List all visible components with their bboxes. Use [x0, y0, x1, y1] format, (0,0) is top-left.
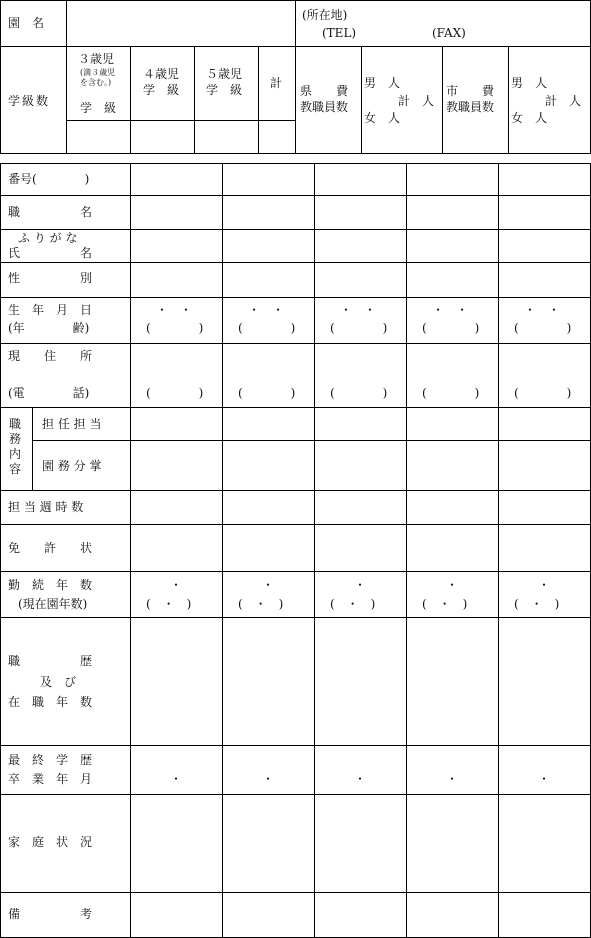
col-4yr-title: ４歳児: [143, 67, 180, 81]
row-current-years-label: (現在園年数): [18, 597, 88, 611]
graduation-dot: ・: [538, 772, 551, 786]
location-field[interactable]: [296, 1, 590, 46]
staff-cell[interactable]: [131, 196, 222, 229]
staff-cell[interactable]: [223, 196, 314, 229]
pref-male: 男 人: [364, 76, 401, 90]
col-total: 計: [270, 76, 283, 90]
row-remarks-label: 備 考: [8, 907, 93, 921]
row-gender-label: 性 別: [8, 271, 93, 285]
staff-cell[interactable]: [223, 525, 314, 571]
location-label: (所在地): [302, 8, 348, 22]
col-3yr-title: ３歳児: [78, 52, 115, 66]
current-years-paren: ( ・ ): [238, 597, 284, 611]
staff-cell[interactable]: [223, 441, 314, 490]
staff-cell[interactable]: [407, 618, 498, 745]
pref-total: 計 人: [398, 94, 435, 108]
fax-label: (FAX): [432, 26, 466, 40]
staff-cell[interactable]: [315, 491, 406, 524]
row-career-label-2: 及 び: [40, 675, 77, 689]
staff-cell[interactable]: [407, 525, 498, 571]
staff-cell[interactable]: [407, 795, 498, 892]
birth-date-dot: ・: [272, 303, 285, 317]
staff-cell[interactable]: [315, 164, 406, 195]
staff-cell[interactable]: [499, 893, 590, 937]
row-career-label-3: 在 職 年 数: [8, 695, 93, 709]
col-5yr-title: ５歳児: [206, 67, 243, 81]
birth-date-dot: ・: [548, 303, 561, 317]
staff-cell[interactable]: [315, 618, 406, 745]
row-position-label: 職 名: [8, 205, 93, 219]
current-years-paren: ( ・ ): [330, 597, 376, 611]
staff-cell[interactable]: [131, 795, 222, 892]
birth-date-dot: ・: [432, 303, 445, 317]
staff-cell[interactable]: [131, 893, 222, 937]
staff-cell[interactable]: [223, 893, 314, 937]
service-years-dot: ・: [538, 578, 551, 592]
kindergarten-name-label: 園 名: [8, 16, 45, 30]
pref-female: 女 人: [364, 111, 401, 125]
phone-paren: ( ): [146, 386, 204, 400]
city-staff-label-2: 教職員数: [446, 100, 495, 114]
staff-cell[interactable]: [315, 795, 406, 892]
staff-cell[interactable]: [131, 525, 222, 571]
row-number-label: 番号( ): [8, 172, 90, 186]
graduation-dot: ・: [446, 772, 459, 786]
age-paren: ( ): [146, 321, 204, 335]
staff-cell[interactable]: [407, 196, 498, 229]
staff-cell[interactable]: [223, 230, 314, 262]
staff-cell[interactable]: [315, 525, 406, 571]
row-duty-division-label: 園 務 分 掌: [42, 459, 102, 473]
birth-date-dot: ・: [156, 303, 169, 317]
phone-paren: ( ): [422, 386, 480, 400]
staff-cell[interactable]: [131, 230, 222, 262]
row-address-label: 現 住 所: [8, 349, 93, 363]
staff-cell[interactable]: [499, 196, 590, 229]
staff-cell[interactable]: [131, 618, 222, 745]
row-license-label: 免 許 状: [8, 541, 93, 555]
col-3yr-note-2: を含む。): [80, 78, 112, 87]
service-years-dot: ・: [262, 578, 275, 592]
row-family-label: 家 庭 状 況: [8, 835, 93, 849]
row-education-label-1: 最 終 学 歴: [8, 753, 93, 767]
staff-cell[interactable]: [131, 441, 222, 490]
birth-date-dot: ・: [248, 303, 261, 317]
staff-cell[interactable]: [131, 164, 222, 195]
phone-paren: ( ): [238, 386, 296, 400]
birth-date-dot: ・: [364, 303, 377, 317]
graduation-dot: ・: [262, 772, 275, 786]
row-weekly-hours-label: 担 当 週 時 数: [8, 500, 84, 514]
staff-cell[interactable]: [499, 408, 590, 440]
phone-paren: ( ): [514, 386, 572, 400]
staff-cell[interactable]: [499, 441, 590, 490]
col-3yr-note-1: (満３歳児: [80, 68, 116, 77]
staff-cell[interactable]: [499, 263, 590, 297]
row-phone-label: (電 話): [8, 386, 90, 400]
staff-cell[interactable]: [315, 408, 406, 440]
staff-cell[interactable]: [499, 618, 590, 745]
row-career-label-1: 職 歴: [8, 654, 93, 668]
row-service-years-label: 勤 続 年 数: [8, 578, 93, 592]
staff-cell[interactable]: [499, 795, 590, 892]
col-3yr-class: 学 級: [80, 101, 117, 115]
current-years-paren: ( ・ ): [514, 597, 560, 611]
row-birth-label: 生 年 月 日: [8, 303, 93, 317]
age-paren: ( ): [330, 321, 388, 335]
birth-date-dot: ・: [180, 303, 193, 317]
graduation-dot: ・: [170, 772, 183, 786]
city-staff-label-1: 市 費: [446, 84, 495, 98]
staff-cell[interactable]: [223, 746, 314, 794]
col-4yr-class: 学 級: [143, 83, 180, 97]
age-paren: ( ): [422, 321, 480, 335]
staff-cell[interactable]: [131, 491, 222, 524]
pref-staff-label-1: 県 費: [300, 84, 349, 98]
age-paren: ( ): [238, 321, 296, 335]
class-count-4yr-input[interactable]: [131, 121, 194, 153]
staff-cell[interactable]: [407, 491, 498, 524]
birth-date-dot: ・: [340, 303, 353, 317]
staff-cell[interactable]: [407, 164, 498, 195]
class-count-total-input[interactable]: [259, 121, 295, 153]
current-years-paren: ( ・ ): [146, 597, 192, 611]
staff-cell[interactable]: [131, 263, 222, 297]
kindergarten-name-field[interactable]: [67, 1, 295, 46]
class-count-label: 学級数: [8, 94, 51, 108]
tel-label: (TEL): [322, 26, 357, 40]
graduation-dot: ・: [354, 772, 367, 786]
city-total: 計 人: [545, 94, 582, 108]
staff-cell[interactable]: [407, 441, 498, 490]
class-count-5yr-input[interactable]: [195, 121, 258, 153]
staff-cell[interactable]: [499, 491, 590, 524]
staff-cell[interactable]: [223, 618, 314, 745]
service-years-dot: ・: [170, 578, 183, 592]
staff-cell[interactable]: [407, 230, 498, 262]
staff-cell[interactable]: [315, 196, 406, 229]
staff-cell[interactable]: [499, 164, 590, 195]
row-name-label: 氏 名: [8, 246, 93, 260]
service-years-dot: ・: [354, 578, 367, 592]
row-education-label-2: 卒 業 年 月: [8, 772, 93, 786]
staff-cell[interactable]: [223, 164, 314, 195]
row-furigana-label: ふ り が な: [18, 231, 78, 245]
current-years-paren: ( ・ ): [422, 597, 468, 611]
phone-paren: ( ): [330, 386, 388, 400]
col-5yr-class: 学 級: [206, 83, 243, 97]
staff-cell[interactable]: [223, 491, 314, 524]
city-female: 女 人: [511, 111, 548, 125]
staff-cell[interactable]: [407, 408, 498, 440]
staff-cell[interactable]: [223, 408, 314, 440]
row-duty-charge-label: 担 任 担 当: [42, 417, 102, 431]
class-count-3yr-input[interactable]: [67, 121, 130, 153]
age-paren: ( ): [514, 321, 572, 335]
staff-cell[interactable]: [315, 263, 406, 297]
staff-cell[interactable]: [407, 263, 498, 297]
row-age-label: (年 齢): [8, 321, 90, 335]
staff-cell[interactable]: [499, 230, 590, 262]
birth-date-dot: ・: [456, 303, 469, 317]
staff-cell[interactable]: [131, 746, 222, 794]
staff-cell[interactable]: [315, 441, 406, 490]
staff-cell[interactable]: [223, 795, 314, 892]
staff-cell[interactable]: [315, 230, 406, 262]
staff-cell[interactable]: [315, 893, 406, 937]
row-duty-group-label: 職務内容: [9, 417, 22, 476]
service-years-dot: ・: [446, 578, 459, 592]
city-male: 男 人: [511, 76, 548, 90]
staff-cell[interactable]: [407, 893, 498, 937]
staff-cell[interactable]: [131, 408, 222, 440]
staff-cell[interactable]: [407, 746, 498, 794]
staff-cell[interactable]: [499, 746, 590, 794]
staff-cell[interactable]: [223, 263, 314, 297]
staff-cell[interactable]: [499, 525, 590, 571]
staff-cell[interactable]: [315, 746, 406, 794]
pref-staff-label-2: 教職員数: [300, 100, 349, 114]
birth-date-dot: ・: [524, 303, 537, 317]
